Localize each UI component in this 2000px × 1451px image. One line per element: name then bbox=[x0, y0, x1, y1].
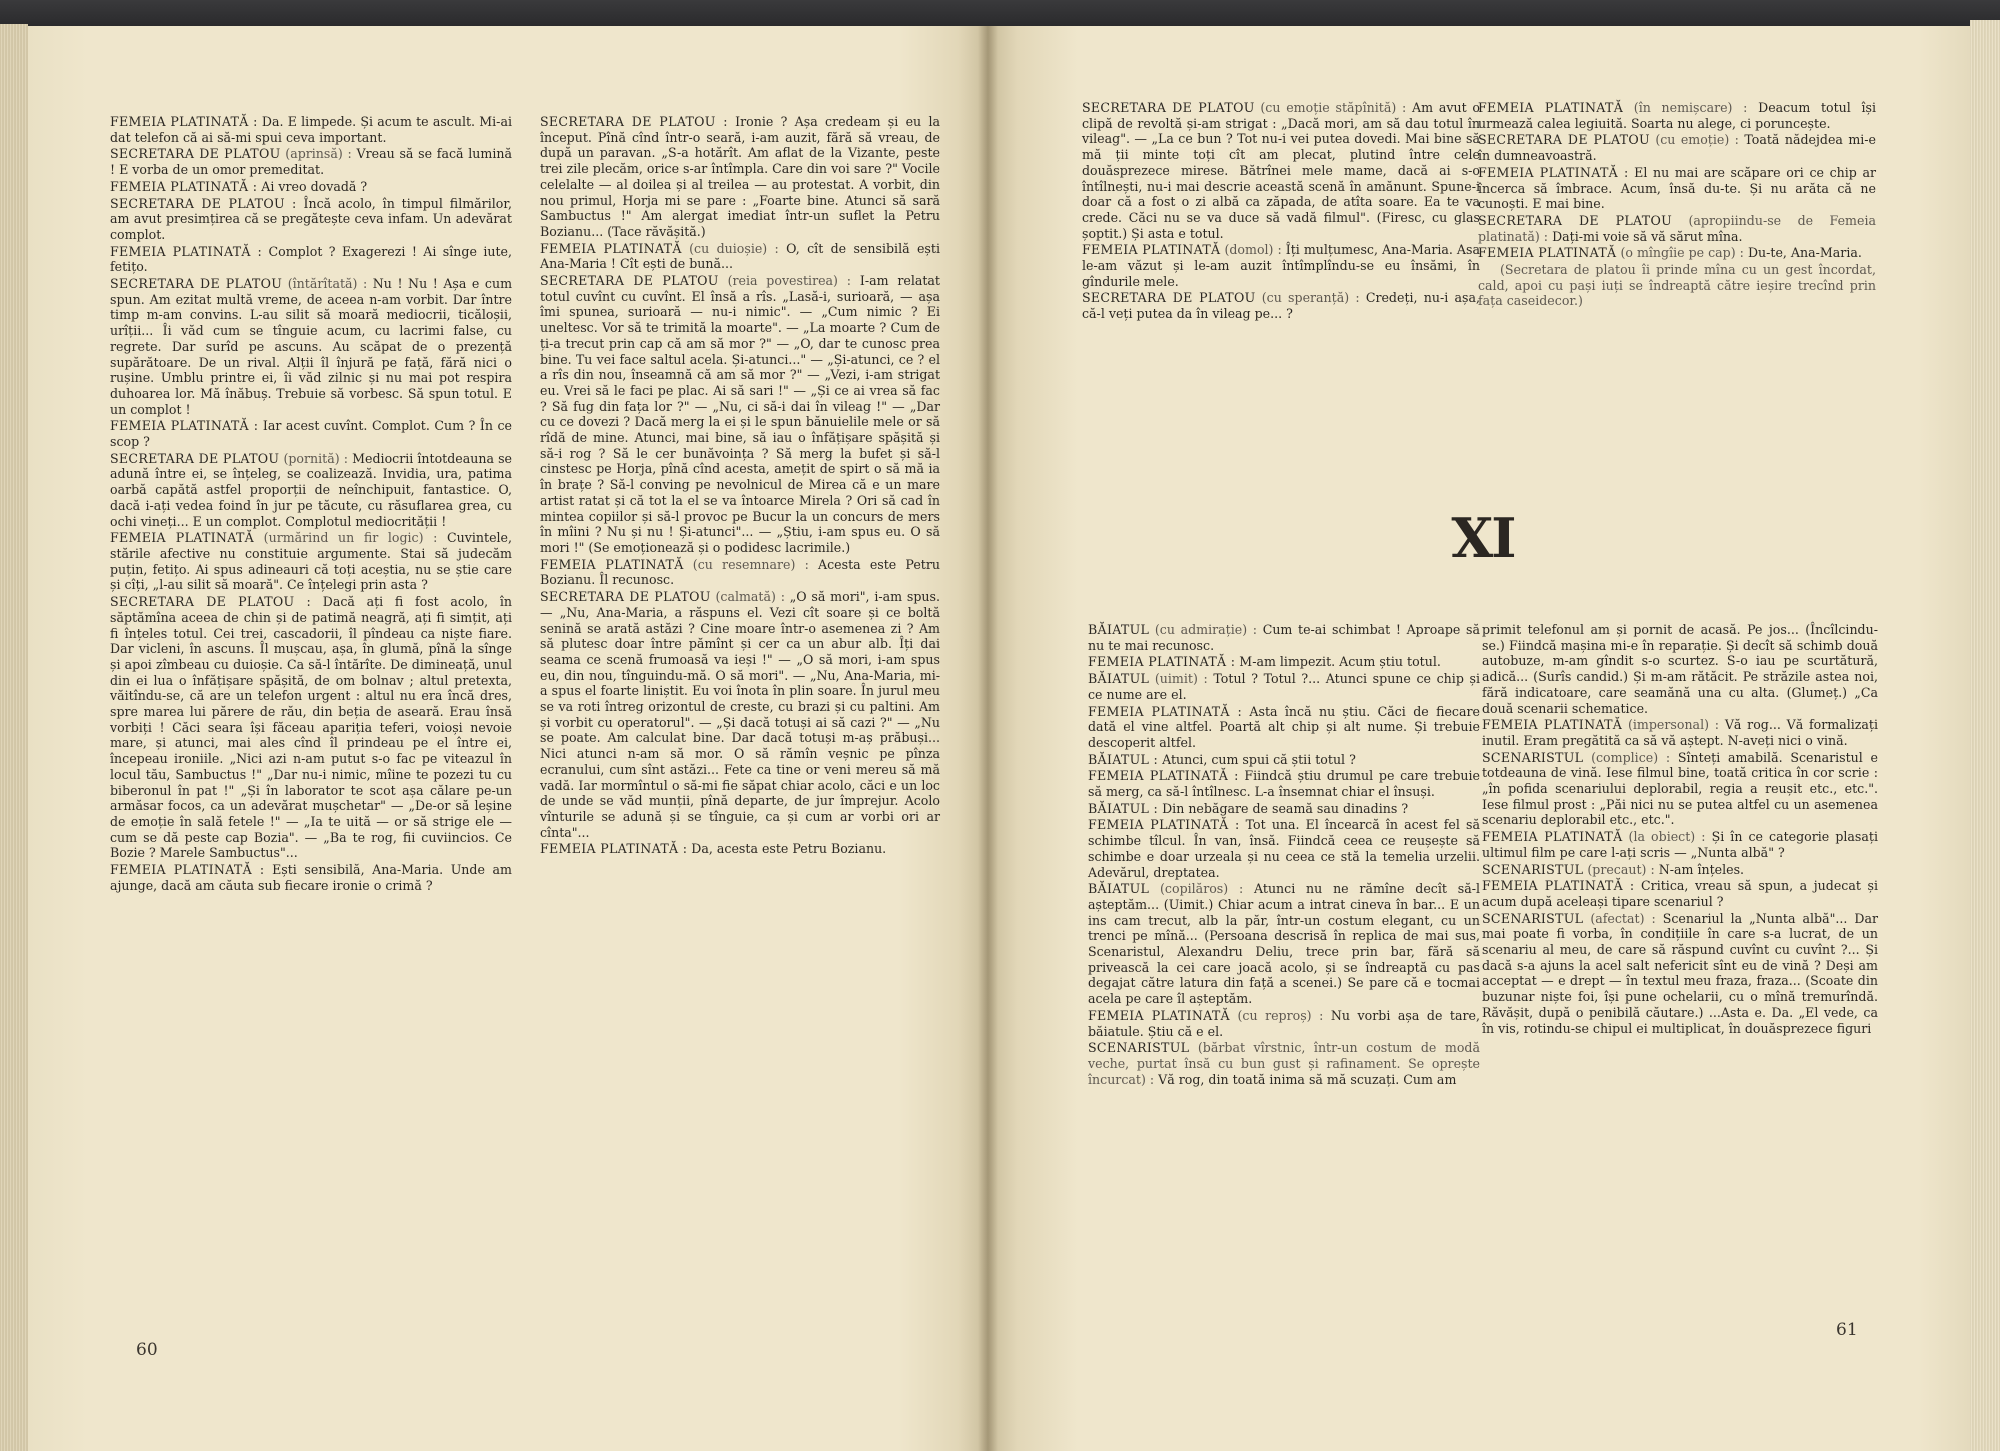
speaker-name: FEMEIA PLATINATĂ bbox=[1478, 100, 1624, 115]
speaker-name: FEMEIA PLATINATĂ : bbox=[110, 178, 258, 194]
dialogue-text: El nu mai are scăpare ori ce chip ar încerca să îmbrace. Acum, însă du-te. Și nu arăta că ne cunoști. E mai bine. bbox=[1478, 164, 1876, 212]
stage-direction: (în nemișcare) : bbox=[1633, 100, 1748, 115]
dialogue-text: Dacă ați fi fost acolo, în săptămîna aceea de chin și de patimă neagră, ați fi simțit, ați fi înțeles totul. Cei trei, cascadorii, îl pîndeau ca niște fiare. Dar vicleni, în ascuns. Îl mușcau, așa, în glumă, pînă la sînge și apoi zîmbeau cu duioșie. Ca să-l întărîte. De dimineață, unul din ei lua o înfățișare spășită, de om bolnav ; altul pretexta, văitîndu-se, că are un telefon urgent : altul nu era încă dres, spre marea lui părere de rău, din beția de aseară. Erau însă vorbiți ! Căci seara își făceau apariția teferi, voioși nevoie mare, și atunci, mai ales cînd îl prindeau pe el între ei, începeau ironiile. „Nici azi n-am putut s-o fac pe viteazul în locul tău, Sambuctus !" „Dar nu-i nimic, mîine te pozezi tu cu biberonul în pat !" „Și în laborator te scot așa călare pe-un armăsar focos, ca un adevărat mușchetar" — „De-or să leșine de emoție în sală fetele !" — „Ia te uită — or să strige ele — cum se dă peste cap Bozia". — „Ba te rog, fii cuviincios. Ce Bozie ? Marele Sambuctus"... bbox=[110, 594, 512, 861]
dialogue-text: Vă rog... Vă formalizați inutil. Eram pregătită ca să vă aștept. N-aveți nici o vină. bbox=[1482, 717, 1878, 748]
speaker-name: SECRETARA DE PLATOU bbox=[110, 450, 280, 466]
dialogue-line bbox=[1478, 165, 1876, 212]
speaker-name: SECRETARA DE PLATOU : bbox=[110, 195, 297, 211]
dialogue-text: „O să mori", i-am spus. — „Nu, Ana-Maria, a răspuns el. Vezi cît soare și ce boltă senină se arată astăzi ? Cine moare într-o asemenea zi ? Am să plutesc doar între pămînt și cer ca un abur alb. Îți dai seama ce scenă frumoasă va ieși !" — „O să mori, i-am spus eu, din nou, tînguindu-mă. O să mori". — „Nu, Ana-Maria, mi-a spus el foarte liniștit. Eu voi înota în plin soare. În jurul meu se va roti întreg orizontul de creste, cu brazi și cu paltini. Am și vorbit cu operatorul". — „Și dacă totuși ai să cazi ?" — „Nu se poate. Am calculat bine. Dar dacă totuși m-aș prăbuși... Nici atunci n-am să mor. O să rămîn veșnic pe pînza ecranului, cum sînt astăzi... Fete ca tine or veni mereu să mă vadă. Iar mormîntul o să-mi fie săpat chiar acolo, căci e un loc de unde se văd munții, pînă departe, de jur împrejur. Acolo vînturile se adună și se tînguie, ca și cum ar vorbi ori ar cînta"... bbox=[540, 589, 940, 840]
dialogue-text: Din nebăgare de seamă sau dinadins ? bbox=[1162, 800, 1409, 816]
speaker-name: BĂIATUL bbox=[1088, 622, 1150, 637]
speaker-name: FEMEIA PLATINATĂ : bbox=[1482, 878, 1635, 894]
speaker-name: FEMEIA PLATINATĂ bbox=[540, 556, 684, 572]
dialogue-line bbox=[1478, 100, 1876, 131]
left-page-column-2 bbox=[540, 114, 940, 858]
speaker-name: FEMEIA PLATINATĂ : bbox=[1088, 654, 1236, 670]
speaker-name: SECRETARA DE PLATOU bbox=[540, 273, 719, 289]
right-page-column-2 bbox=[1478, 100, 1876, 310]
dialogue-text: O, cît de sensibilă ești Ana-Maria ! Cît ești de bună... bbox=[540, 240, 940, 272]
dialogue-line bbox=[1478, 132, 1876, 163]
speaker-name: SECRETARA DE PLATOU bbox=[1082, 290, 1256, 306]
dialogue-line bbox=[540, 241, 940, 272]
dialogue-line bbox=[540, 557, 940, 588]
dialogue-line bbox=[110, 862, 512, 893]
stage-direction: (impersonal) : bbox=[1627, 717, 1720, 733]
stage-direction: (apropiindu-se de Femeia platinată) : bbox=[1478, 212, 1876, 244]
dialogue-line bbox=[1088, 622, 1480, 653]
dialogue-line bbox=[110, 594, 512, 861]
dialogue-text: N-am înțeles. bbox=[1658, 861, 1745, 877]
dialogue-line bbox=[1088, 671, 1480, 702]
right-page-edges bbox=[1970, 20, 2000, 1451]
dialogue-text: Acesta este Petru Bozianu. Îl recunosc. bbox=[540, 556, 940, 588]
dialogue-text: Îți mulțumesc, Ana-Maria. Asa le-am văzut și le-am auzit întîmplîndu-se eu însămi, în gîndurile mele. bbox=[1082, 242, 1480, 289]
dialogue-text: Toată nădejdea mi-e în dumneavoastră. bbox=[1478, 132, 1877, 164]
speaker-name: FEMEIA PLATINATĂ : bbox=[110, 418, 259, 434]
dialogue-line bbox=[1088, 801, 1480, 817]
dialogue-text: Tot una. El încearcă în acest fel să schimbe tîlcul. În van, însă. Fiindcă ceea ce reușește să schimbe e doar urzeala și nu ceea ce stă la temelia urzelii. Adevărul, dreptatea. bbox=[1088, 817, 1480, 880]
stage-direction: (cu speranță) : bbox=[1261, 290, 1360, 306]
right-page-column-1 bbox=[1082, 100, 1480, 323]
stage-direction: (la obiect) : bbox=[1628, 829, 1706, 845]
stage-direction: (cu duioșie) : bbox=[689, 240, 779, 256]
dialogue-line bbox=[1482, 829, 1878, 860]
speaker-name: SECRETARA DE PLATOU bbox=[1478, 132, 1650, 148]
dialogue-line bbox=[1088, 654, 1480, 670]
dialogue-line bbox=[1088, 881, 1480, 1007]
dialogue-text: Ești sensibilă, Ana-Maria. Unde am ajunge, dacă am căuta sub fiecare ironie o crimă ? bbox=[110, 862, 512, 893]
dialogue-line bbox=[1482, 862, 1878, 878]
dialogue-line bbox=[110, 276, 512, 417]
dialogue-line bbox=[110, 114, 512, 145]
speaker-name: SCENARISTUL bbox=[1088, 1040, 1190, 1056]
dialogue-line bbox=[110, 196, 512, 243]
speaker-name: FEMEIA PLATINATĂ bbox=[1478, 245, 1617, 261]
speaker-name: FEMEIA PLATINATĂ : bbox=[110, 243, 263, 259]
dialogue-text: Ironie ? Așa credeam și eu la început. Pînă cînd într-o seară, i-am auzit, fără să vreau, de după un paravan. „S-a hotărît. Am aflat de la Vizante, peste trei zile plecăm, orice s-ar întîmpla. Care din voi sare ?" Vocile celelalte — al doilea și al treilea — au protestat. A vorbit, din nou primul, Horja mi se pare : „Foarte bine. Atunci să sară Sambuctus !" Am alergat imediat într-un suflet la Petru Bozianu... (Tace răvășită.) bbox=[540, 114, 940, 239]
stage-direction: (urmărind un fir logic) : bbox=[263, 530, 438, 546]
dialogue-line bbox=[1482, 878, 1878, 909]
speaker-name: SECRETARA DE PLATOU bbox=[1478, 212, 1672, 228]
dialogue-line bbox=[110, 244, 512, 275]
dialogue-text: Deacum totul își urmează calea legiuită. Soarta nu alege, ci poruncește. bbox=[1478, 100, 1876, 131]
stage-direction: (cu reproș) : bbox=[1237, 1007, 1324, 1023]
dialogue-text: Dați-mi voie să vă sărut mîna. bbox=[1552, 228, 1743, 244]
speaker-name: SECRETARA DE PLATOU bbox=[110, 146, 281, 162]
stage-direction: (domol) : bbox=[1224, 242, 1282, 258]
stage-direction: (cu admirație) : bbox=[1154, 622, 1258, 637]
dialogue-text: I-am relatat totul cuvînt cu cuvînt. El însă a rîs. „Lasă-i, surioară, — așa îmi spunea, surioară — nu-i nimic". — „Cum nimic ? Ei uneltesc. Vor să te trimită la moarte". — „La moarte ? Cum de ți-a trecut prin cap că am să mor ?" — „O, dar te cunosc prea bine. Tu vei face saltul acela. Și-atunci..." — „Și-atunci, ce ? el a rîs din nou, înseamnă că am să mor ?" — „Vezi, i-am strigat eu. Vrei să le faci pe plac. Ai să sari !" — „Și ce ai vrea să fac ? Să fug din fața lor ?" — „Nu, ci să-i dai în vileag !" — „Dar cu ce dovezi ? Dacă merg la ei și le spun bănuielile mele or să rîdă de mine. Atunci, mai bine, să iau o înfățișare spășită și să-i rog ? Să le cer bunăvoința ? Să merg la bufet și să-l cinstesc pe Horja, pînă cînd acesta, amețit de spirt o să mă ia în brațe ? Să-l conving pe nevolnicul de Mirea că e un mare artist ratat și că tot la el se va întoarce Mirela ? Ori să cad în mintea copiilor și să-l provoc pe Bucur la un concurs de mers în mîini ? Nu și nu ! Și-atunci"... — „Știu, i-am spus eu. O să mori !" (Se emoționează și o podidesc lacrimile.) bbox=[540, 273, 940, 555]
stage-direction: (cu emoție) : bbox=[1655, 132, 1739, 148]
left-page-edges bbox=[0, 24, 28, 1451]
dialogue-line bbox=[110, 146, 512, 177]
stage-direction: (afectat) : bbox=[1590, 910, 1656, 926]
speaker-name: FEMEIA PLATINATĂ : bbox=[540, 841, 688, 857]
dialogue-text: Nu ! Nu ! Așa e cum spun. Am ezitat multă vreme, de aceea n-am vorbit. Dar între timp m-am convins. L-au silit să moară mediocrii, ticăloșii, urîții... Îi văd cum se tînguie acum, cu lacrimi false, cu regrete. Dar surîd pe ascuns. Au scăpat de o prezență supărătoare. De un rival. Alții îl înjură pe față, fără nici o rușine. Umblu printre ei, îi văd zilnic și nu mai pot respira duhoarea lor. Mă înăbuș. Trebuie să vorbesc. Să spun totul. E un complot ! bbox=[110, 276, 513, 417]
stage-direction: (întărîtată) : bbox=[287, 276, 368, 292]
speaker-name: BĂIATUL bbox=[1088, 881, 1150, 897]
dialogue-line bbox=[540, 589, 940, 840]
page-number-right: 61 bbox=[1836, 1320, 1858, 1340]
speaker-name: FEMEIA PLATINATĂ : bbox=[1088, 703, 1243, 719]
dialogue-line bbox=[1482, 717, 1878, 748]
stage-direction: (pornită) : bbox=[283, 450, 348, 466]
dialogue-line bbox=[1082, 100, 1480, 241]
page-number-left: 60 bbox=[136, 1340, 158, 1360]
stage-direction: (precaut) : bbox=[1587, 861, 1655, 877]
dialogue-text: primit telefonul am și pornit de acasă. Pe jos... (Încîlcindu-se.) Fiindcă mașina mi-e în reparație. Și decît să schimb două autobuze, m-am gîndit s-o scurtez. S-o iau pe scurtătură, adică... (Surîs candid.) Și m-am rătăcit. Pe străzile astea noi, fără indicatoare, care seamănă una cu alta. (Glumeț.) „Ca două scenarii schematice. bbox=[1482, 622, 1878, 716]
stage-direction: (complice) : bbox=[1591, 749, 1671, 765]
dialogue-text: Da, acesta este Petru Bozianu. bbox=[691, 841, 887, 857]
stage-direction: (copilăros) : bbox=[1160, 881, 1244, 897]
dialogue-text: Atunci, cum spui că știi totul ? bbox=[1162, 751, 1356, 767]
dialogue-text: Ai vreo dovadă ? bbox=[261, 178, 368, 194]
dialogue-text: Vreau să se facă lumină ! E vorba de un omor premeditat. bbox=[110, 146, 512, 178]
stage-direction: (aprinsă) : bbox=[285, 146, 352, 162]
dialogue-text: Nu vorbi așa de tare, băiatule. Știu că e el. bbox=[1088, 1007, 1480, 1039]
dialogue-text: Asta încă nu știu. Căci de fiecare dată el vine altfel. Poartă alt chip și alt nume. Și trebuie descoperit altfel. bbox=[1088, 703, 1480, 750]
right-page-column-3 bbox=[1088, 622, 1480, 1088]
speaker-name: SECRETARA DE PLATOU : bbox=[540, 114, 728, 129]
dialogue-line bbox=[540, 273, 940, 556]
speaker-name: FEMEIA PLATINATĂ bbox=[1088, 1007, 1230, 1023]
dialogue-line bbox=[1482, 622, 1878, 716]
dialogue-text: Mediocrii întotdeauna se adună între ei, se înțeleg, se coalizează. Invidia, ura, patima oarbă capătă astfel proporții de neînchipuit, fantastice. O, dacă i-ați vedea foind în jur pe tăcute, cu răsuflarea grea, cu ochi vineți... E un complot. Complotul mediocrității ! bbox=[110, 450, 513, 529]
dialogue-text: Totul ? Totul ?... Atunci spune ce chip și ce nume are el. bbox=[1088, 671, 1480, 702]
speaker-name: SECRETARA DE PLATOU bbox=[1082, 100, 1255, 115]
speaker-name: FEMEIA PLATINATĂ bbox=[540, 240, 682, 256]
dialogue-line bbox=[1482, 750, 1878, 829]
dialogue-line bbox=[1088, 704, 1480, 751]
speaker-name: BĂIATUL : bbox=[1088, 800, 1159, 816]
dialogue-text: Du-te, Ana-Maria. bbox=[1747, 245, 1862, 261]
dialogue-line bbox=[1088, 1040, 1480, 1087]
stage-direction: (o mîngîie pe cap) : bbox=[1620, 245, 1744, 261]
dialogue-text: Complot ? Exagerezi ! Ai sînge iute, fetițo. bbox=[110, 243, 512, 275]
stage-direction: (bărbat vîrstnic, într-un costum de modă veche, purtat însă cu bun gust și rafinament. Se oprește încurcat) : bbox=[1088, 1040, 1480, 1087]
speaker-name: FEMEIA PLATINATĂ : bbox=[1478, 164, 1629, 180]
dialogue-text: Cuvintele, stările afective nu constituie argumente. Stai să judecăm puțin, fetițo. Ai spus adineauri că toți aceștia, nu se știe care și cîți, „l-au silit să moară". Ce înțelegi prin asta ? bbox=[110, 530, 513, 593]
dialogue-line bbox=[110, 530, 512, 593]
dialogue-line bbox=[1088, 752, 1480, 768]
dialogue-text: Vă rog, din toată inima să mă scuzați. Cum am bbox=[1158, 1071, 1457, 1087]
dialogue-line bbox=[540, 841, 940, 857]
speaker-name: FEMEIA PLATINATĂ : bbox=[110, 114, 258, 129]
dialogue-text: Încă acolo, în timpul filmărilor, am avut presimțirea că se pregătește ceva infam. Un adevărat complot. bbox=[110, 195, 512, 242]
speaker-name: FEMEIA PLATINATĂ bbox=[1482, 829, 1623, 845]
speaker-name: FEMEIA PLATINATĂ bbox=[1482, 717, 1623, 733]
dialogue-text: Critica, vreau să spun, a judecat și acum după aceleași tipare scenariul ? bbox=[1482, 878, 1878, 909]
dialogue-line bbox=[1088, 817, 1480, 880]
stage-direction: (cu emoție stăpînită) : bbox=[1260, 100, 1407, 115]
dialogue-text: Fiindcă știu drumul pe care trebuie să merg, ca să-l întîlnesc. L-a însemnat chiar el însuși. bbox=[1088, 768, 1481, 800]
speaker-name: FEMEIA PLATINATĂ bbox=[110, 530, 255, 546]
dialogue-line bbox=[110, 418, 512, 449]
speaker-name: FEMEIA PLATINATĂ bbox=[1082, 242, 1221, 258]
dialogue-text: Cum te-ai schimbat ! Aproape să nu te mai recunosc. bbox=[1088, 622, 1480, 653]
dialogue-text: Și în ce categorie plasați ultimul film pe care l-ați scris — „Nunta albă" ? bbox=[1482, 829, 1878, 860]
speaker-name: FEMEIA PLATINATĂ : bbox=[1088, 768, 1239, 784]
speaker-name: SCENARISTUL bbox=[1482, 910, 1584, 926]
speaker-name: BĂIATUL bbox=[1088, 671, 1150, 687]
stage-direction: (cu resemnare) : bbox=[692, 556, 809, 572]
dialogue-line bbox=[1482, 911, 1878, 1037]
dialogue-line bbox=[110, 179, 512, 195]
dialogue-line bbox=[1088, 768, 1480, 799]
dialogue-line bbox=[1082, 242, 1480, 289]
speaker-name: SECRETARA DE PLATOU bbox=[110, 276, 283, 292]
left-page-column-1 bbox=[110, 114, 512, 894]
chapter-heading: XI bbox=[1451, 506, 1515, 570]
speaker-name: FEMEIA PLATINATĂ : bbox=[110, 862, 265, 878]
dialogue-line bbox=[1478, 213, 1876, 244]
dialogue-line bbox=[540, 114, 940, 240]
speaker-name: SCENARISTUL bbox=[1482, 861, 1584, 877]
dialogue-text: Atunci nu ne rămîne decît să-l așteptăm... (Uimit.) Chiar acum a intrat cineva în bar... E un ins cam trecut, alb la păr, într-un costum elegant, cu un trenci pe mînă... (Persoana descrisă în replica de mai sus, Scenaristul, Alexandru Deliu, trece prin bar, fără să privească la cei care joacă acolo, și se îndreaptă cu pas degajat către latura din față a scenei.) Se pare că e tocmai acela pe care îl așteptăm. bbox=[1088, 881, 1480, 1007]
dialogue-text: Da. E limpede. Și acum te ascult. Mi-ai dat telefon că ai să-mi spui ceva important. bbox=[110, 114, 512, 145]
speaker-name: SECRETARA DE PLATOU bbox=[540, 589, 711, 605]
speaker-name: BĂIATUL : bbox=[1088, 751, 1159, 767]
dialogue-text: Sînteți amabilă. Scenaristul e totdeauna de vină. Iese filmul bine, toată critica în cor scrie : „în pofida scenariului deplorabil, regia a reușit etc., etc.". Iese filmul prost : „Păi nici nu se putea altfel cu un asemenea scenariu deplorabil etc., etc.". bbox=[1482, 749, 1878, 828]
stage-direction: (calmată) : bbox=[715, 589, 785, 605]
dialogue-line bbox=[1088, 1008, 1480, 1039]
book-gutter bbox=[978, 26, 998, 1451]
dialogue-line bbox=[1082, 290, 1480, 321]
dialogue-text: Credeți, nu-i așa, că-l veți putea da în vileag pe... ? bbox=[1082, 290, 1480, 322]
dialogue-text: Iar acest cuvînt. Complot. Cum ? În ce scop ? bbox=[110, 418, 512, 450]
dialogue-text: M-am limpezit. Acum știu totul. bbox=[1239, 654, 1441, 670]
dialogue-line bbox=[1478, 245, 1876, 261]
stage-direction: (uimit) : bbox=[1154, 671, 1208, 687]
speaker-name: FEMEIA PLATINATĂ : bbox=[1088, 817, 1240, 833]
right-page-column-4 bbox=[1482, 622, 1878, 1037]
dialogue-text: Am avut o clipă de revoltă și-am strigat : „Dacă mori, am să dau totul în vileag". — „La ce bun ? Tot nu-i vei putea dovedi. Mai bine să mă ții minte toți cît am plecat, plutind între cele douăsprezece mirese. Bătrînei mele mame, dacă ai s-o întîlnești, nu-i mai descrie această scenă în amănunt. Spune-i doar că a fost o zi albă ca zăpada, de atîta soare. Ea te va crede. Căci nu se va duce să vadă filmul". (Firesc, cu glas șoptit.) Și asta e totul. bbox=[1082, 100, 1480, 241]
dialogue-line bbox=[110, 451, 512, 530]
stage-direction-block: (Secretara de platou îi prinde mîna cu un gest încordat, cald, apoi cu pași iuți se îndreaptă către ieșire trecînd prin fața caseidecor.) bbox=[1478, 262, 1876, 309]
speaker-name: SCENARISTUL bbox=[1482, 749, 1584, 765]
dialogue-text: Scenariul la „Nunta albă"... Dar mai poate fi vorba, în condițiile în care s-a lucrat, de un scenariu al meu, de care să răspund cuvînt cu cuvînt ?... Și dacă s-a ajuns la acel salt nefericit sînt eu de vină ? Deși am acceptat — e drept — în textul meu fraza, fraza... (Scoate din buzunar niște foi, își pune ochelarii, cu o mînă tremurîndă. Răvășit, după o penibilă căutare.) ...Asta e. Da. „El vede, ca în vis, rotindu-se chipul ei multiplicat, în douăsprezece figuri bbox=[1482, 910, 1879, 1036]
speaker-name: SECRETARA DE PLATOU : bbox=[110, 594, 312, 610]
stage-direction: (reia povestirea) : bbox=[727, 273, 852, 289]
